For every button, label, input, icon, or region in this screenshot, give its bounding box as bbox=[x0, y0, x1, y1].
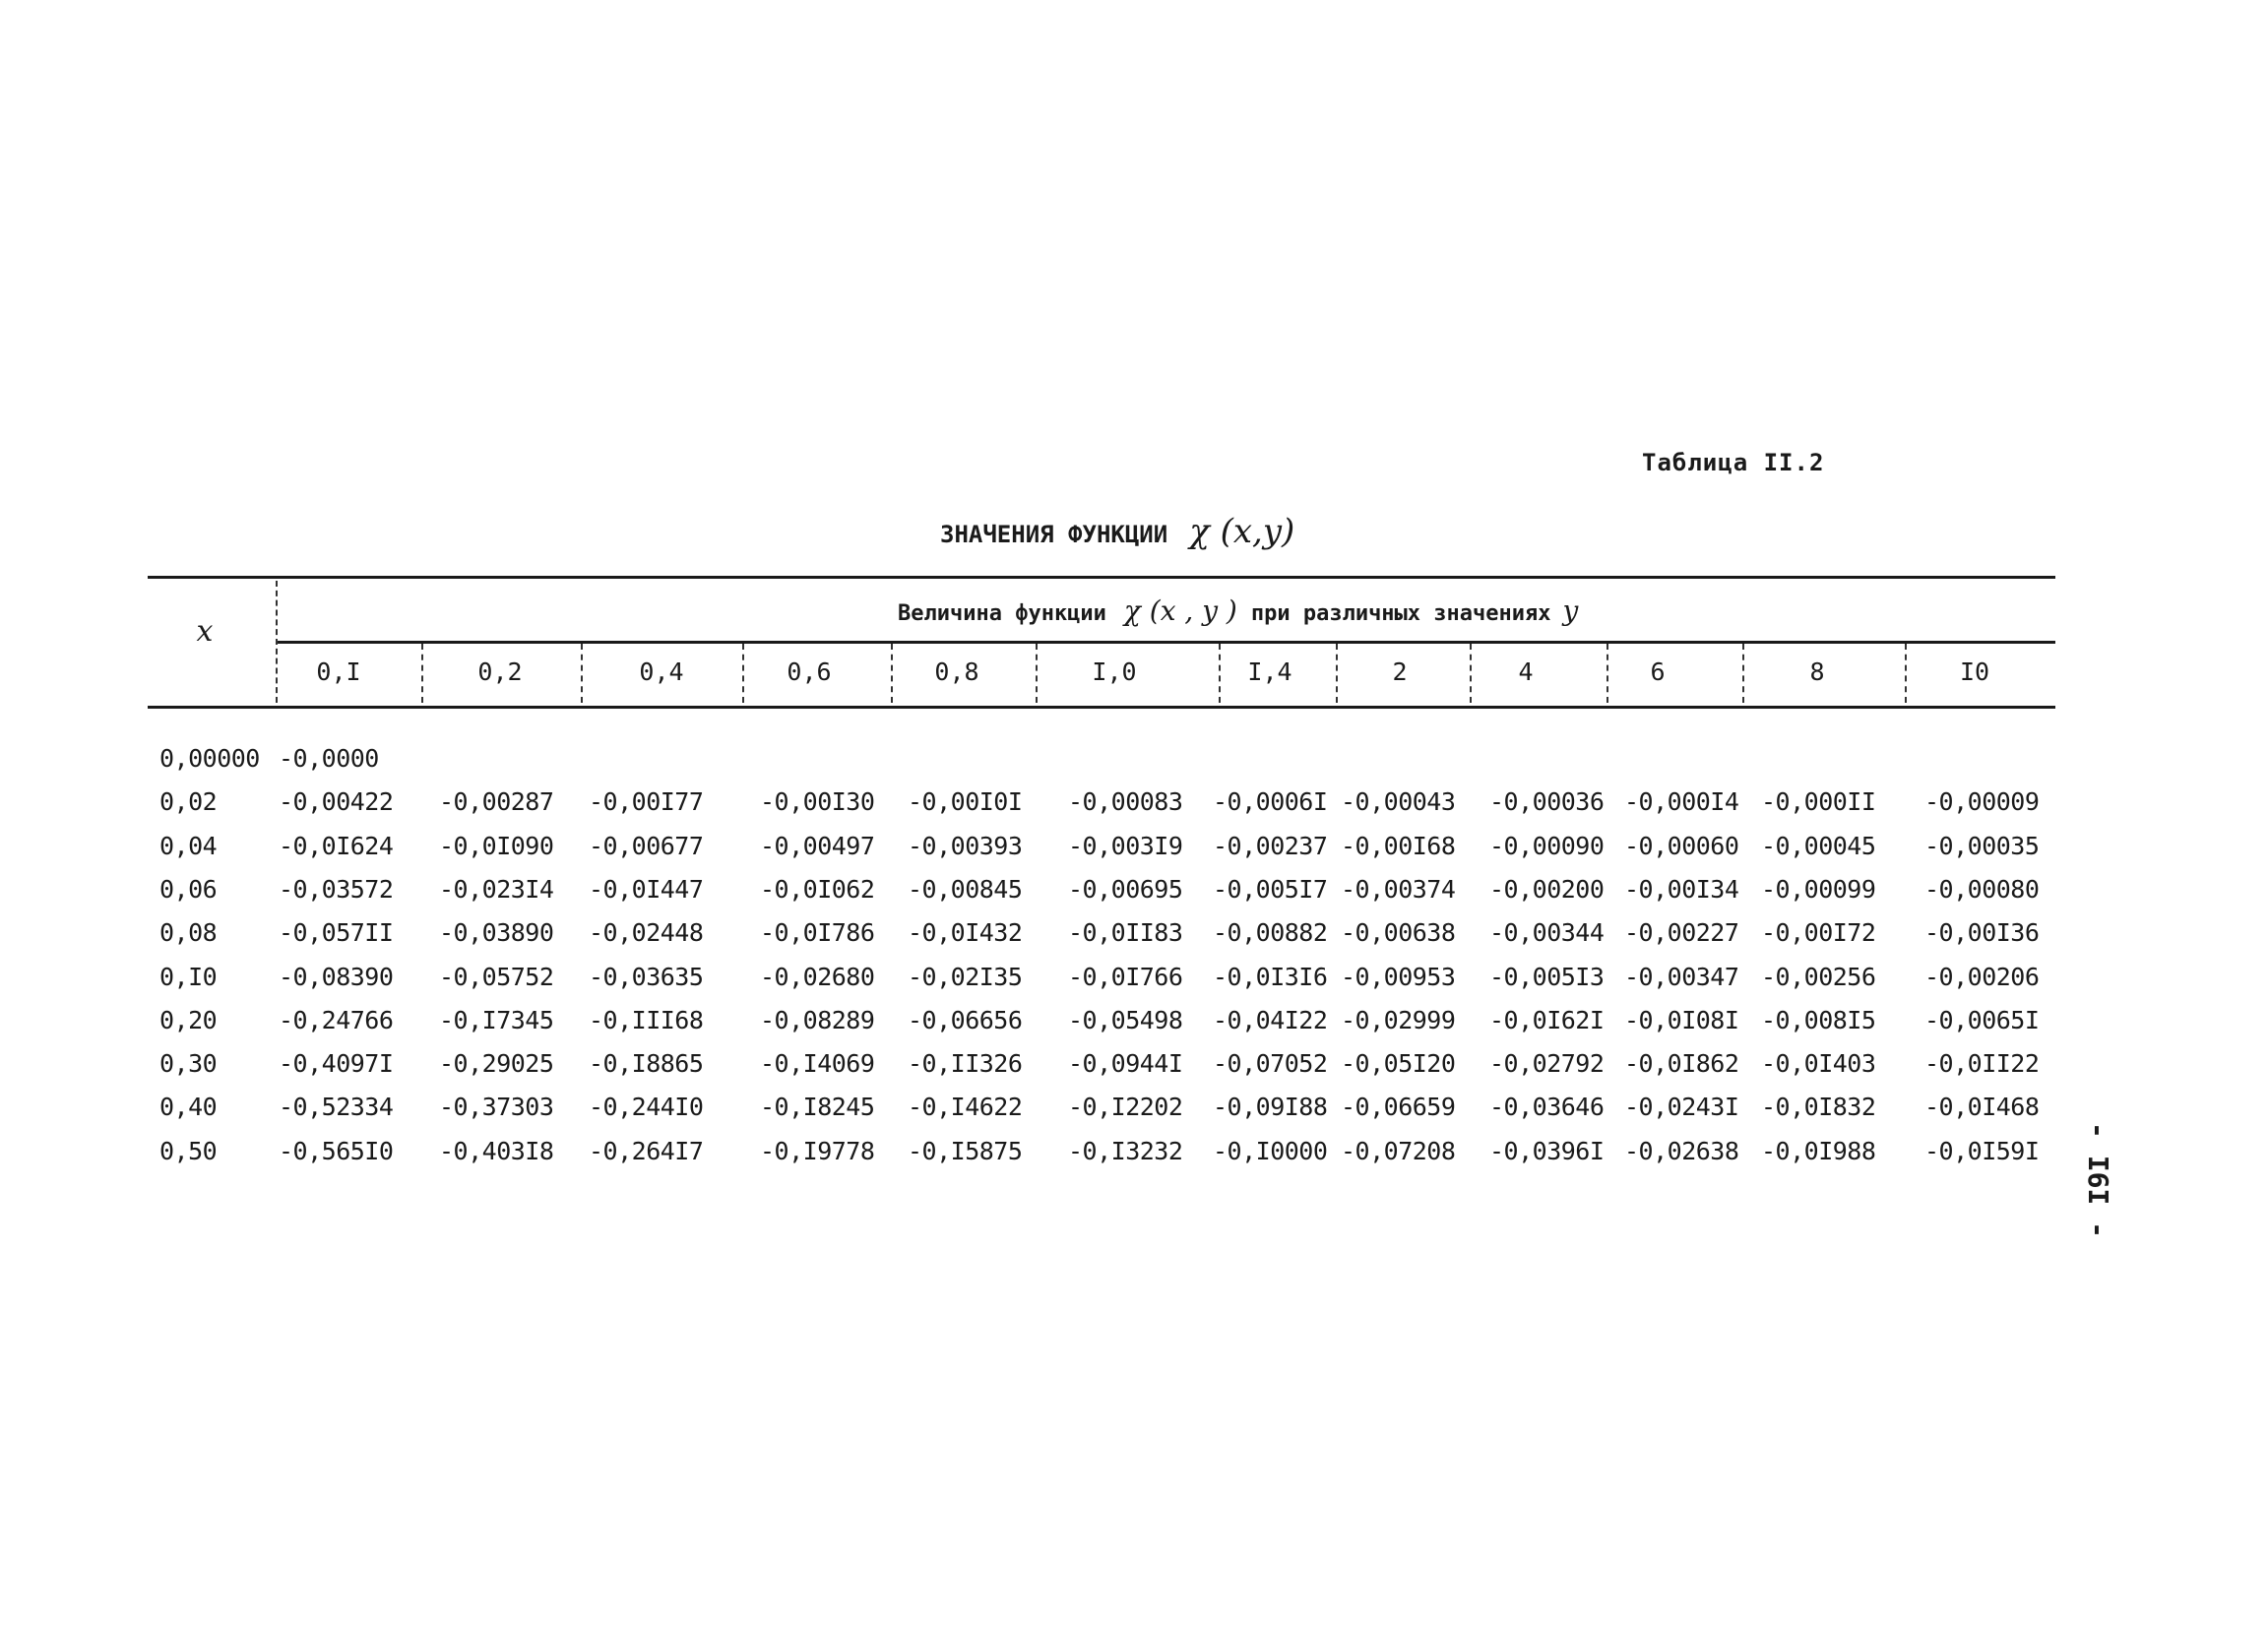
table-cell: -0,I2202 bbox=[1068, 1093, 1183, 1122]
column-header: 2 bbox=[1392, 657, 1408, 686]
table-cell: -0,00227 bbox=[1624, 918, 1739, 948]
table-cell: -0,06659 bbox=[1341, 1093, 1456, 1122]
table-cell: -0,00036 bbox=[1489, 787, 1605, 817]
table-cell: -0,00374 bbox=[1341, 874, 1456, 904]
table-cell: -0,00I72 bbox=[1761, 918, 1876, 948]
column-separator bbox=[742, 644, 744, 703]
group-header-prefix: Величина функции bbox=[898, 601, 1106, 626]
table-cell: -0,003I9 bbox=[1068, 831, 1183, 860]
table-cell: -0,000I4 bbox=[1624, 787, 1739, 817]
table-cell: -0,29025 bbox=[439, 1049, 554, 1079]
group-header-suffix: при различных значениях bbox=[1250, 601, 1551, 626]
column-header: 4 bbox=[1518, 657, 1534, 686]
column-header: 0,8 bbox=[934, 657, 979, 686]
table-cell: -0,I5875 bbox=[908, 1136, 1023, 1165]
table-cell: -0,24766 bbox=[279, 1005, 394, 1034]
table-cell: -0,02448 bbox=[589, 918, 704, 948]
row-x-value: 0,00000 bbox=[159, 744, 260, 773]
table-cell: -0,00638 bbox=[1341, 918, 1456, 948]
table-cell: -0,0I624 bbox=[279, 831, 394, 860]
table-row bbox=[0, 918, 2268, 958]
column-header: 0,2 bbox=[477, 657, 523, 686]
table-cell: -0,05I20 bbox=[1341, 1049, 1456, 1079]
table-cell: -0,008I5 bbox=[1761, 1005, 1876, 1034]
table-cell: -0,0396I bbox=[1489, 1136, 1605, 1165]
table-cell: -0,005I3 bbox=[1489, 962, 1605, 991]
column-header: I,0 bbox=[1092, 657, 1137, 686]
row-x-value: 0,40 bbox=[159, 1093, 218, 1122]
table-cell: -0,00090 bbox=[1489, 831, 1605, 860]
table-cell: -0,00080 bbox=[1924, 874, 2040, 904]
table-cell: -0,0I403 bbox=[1761, 1049, 1876, 1079]
table-cell: -0,00035 bbox=[1924, 831, 2040, 860]
table-cell: -0,0I3I6 bbox=[1213, 962, 1328, 991]
table-cell: -0,0I988 bbox=[1761, 1136, 1876, 1165]
table-cell: -0,09I88 bbox=[1213, 1093, 1328, 1122]
group-header-variable: y bbox=[1562, 594, 1579, 627]
table-row bbox=[0, 832, 2268, 871]
table-row bbox=[0, 1137, 2268, 1176]
table-cell: -0,08289 bbox=[760, 1005, 875, 1034]
table-cell: -0,II326 bbox=[908, 1049, 1023, 1079]
table-cell: -0,0I862 bbox=[1624, 1049, 1739, 1079]
table-cell: -0,08390 bbox=[279, 962, 394, 991]
table-cell: -0,00043 bbox=[1341, 787, 1456, 817]
row-x-value: 0,20 bbox=[159, 1005, 218, 1034]
row-x-value: 0,30 bbox=[159, 1049, 218, 1079]
table-cell: -0,37303 bbox=[439, 1093, 554, 1122]
table-row bbox=[0, 744, 2268, 783]
table-cell: -0,I8865 bbox=[589, 1049, 704, 1079]
table-cell: -0,057II bbox=[279, 918, 394, 948]
table-cell: -0,00I0I bbox=[908, 787, 1023, 817]
row-x-value: 0,I0 bbox=[159, 962, 218, 991]
column-separator bbox=[1905, 644, 1907, 703]
table-cell: -0,00I34 bbox=[1624, 874, 1739, 904]
table-cell: -0,0000 bbox=[279, 744, 379, 773]
table-cell: -0,0243I bbox=[1624, 1093, 1739, 1122]
table-cell: -0,07208 bbox=[1341, 1136, 1456, 1165]
row-x-value: 0,08 bbox=[159, 918, 218, 948]
table-cell: -0,00695 bbox=[1068, 874, 1183, 904]
table-cell: -0,02792 bbox=[1489, 1049, 1605, 1079]
column-separator bbox=[276, 581, 278, 703]
table-cell: -0,00256 bbox=[1761, 962, 1876, 991]
table-cell: -0,0I062 bbox=[760, 874, 875, 904]
table-cell: -0,00I77 bbox=[589, 787, 704, 817]
table-cell: -0,I0000 bbox=[1213, 1136, 1328, 1165]
table-cell: -0,03890 bbox=[439, 918, 554, 948]
column-separator bbox=[581, 644, 583, 703]
title-function: χ (x,y) bbox=[1189, 512, 1295, 551]
column-header: 0,I bbox=[316, 657, 361, 686]
group-header bbox=[898, 594, 1578, 627]
group-header-rule bbox=[276, 641, 2055, 644]
table-cell: -0,05752 bbox=[439, 962, 554, 991]
table-row bbox=[0, 963, 2268, 1002]
table-cell: -0,0I62I bbox=[1489, 1005, 1605, 1034]
table-cell: -0,00845 bbox=[908, 874, 1023, 904]
table-cell: -0,02680 bbox=[760, 962, 875, 991]
title-text: ЗНАЧЕНИЯ ФУНКЦИИ bbox=[940, 521, 1168, 548]
table-cell: -0,0II83 bbox=[1068, 918, 1183, 948]
table-top-rule bbox=[148, 576, 2055, 579]
table-cell: -0,0I090 bbox=[439, 831, 554, 860]
column-separator bbox=[1336, 644, 1338, 703]
table-cell: -0,00I30 bbox=[760, 787, 875, 817]
table-cell: -0,02I35 bbox=[908, 962, 1023, 991]
table-cell: -0,00009 bbox=[1924, 787, 2040, 817]
table-cell: -0,4097I bbox=[279, 1049, 394, 1079]
table-cell: -0,I9778 bbox=[760, 1136, 875, 1165]
table-cell: -0,0I766 bbox=[1068, 962, 1183, 991]
table-cell: -0,06656 bbox=[908, 1005, 1023, 1034]
table-row bbox=[0, 1006, 2268, 1045]
table-cell: -0,565I0 bbox=[279, 1136, 394, 1165]
table-cell: -0,0I832 bbox=[1761, 1093, 1876, 1122]
table-label: Таблица II.2 bbox=[1642, 449, 1825, 476]
column-separator bbox=[1036, 644, 1038, 703]
header-bottom-rule bbox=[148, 706, 2055, 709]
column-separator bbox=[891, 644, 893, 703]
table-row bbox=[0, 875, 2268, 914]
column-header: 8 bbox=[1809, 657, 1825, 686]
table-row bbox=[0, 787, 2268, 827]
table-cell: -0,I3232 bbox=[1068, 1136, 1183, 1165]
table-cell: -0,00099 bbox=[1761, 874, 1876, 904]
column-header: I,4 bbox=[1247, 657, 1292, 686]
table-cell: -0,00393 bbox=[908, 831, 1023, 860]
table-cell: -0,00422 bbox=[279, 787, 394, 817]
table-cell: -0,0I59I bbox=[1924, 1136, 2040, 1165]
table-cell: -0,005I7 bbox=[1213, 874, 1328, 904]
table-cell: -0,03635 bbox=[589, 962, 704, 991]
table-cell: -0,00045 bbox=[1761, 831, 1876, 860]
column-header: I0 bbox=[1959, 657, 1990, 686]
column-separator bbox=[1742, 644, 1744, 703]
table-cell: -0,00953 bbox=[1341, 962, 1456, 991]
table-cell: -0,0I447 bbox=[589, 874, 704, 904]
table-cell: -0,0I432 bbox=[908, 918, 1023, 948]
table-cell: -0,00083 bbox=[1068, 787, 1183, 817]
table-cell: -0,I4069 bbox=[760, 1049, 875, 1079]
x-column-header: x bbox=[196, 614, 214, 649]
table-cell: -0,0I468 bbox=[1924, 1093, 2040, 1122]
row-x-value: 0,06 bbox=[159, 874, 218, 904]
table-cell: -0,244I0 bbox=[589, 1093, 704, 1122]
table-cell: -0,00200 bbox=[1489, 874, 1605, 904]
table-cell: -0,I4622 bbox=[908, 1093, 1023, 1122]
table-cell: -0,I7345 bbox=[439, 1005, 554, 1034]
column-separator bbox=[421, 644, 423, 703]
table-cell: -0,00287 bbox=[439, 787, 554, 817]
column-header: 0,4 bbox=[639, 657, 684, 686]
table-cell: -0,04I22 bbox=[1213, 1005, 1328, 1034]
table-cell: -0,I8245 bbox=[760, 1093, 875, 1122]
table-cell: -0,03572 bbox=[279, 874, 394, 904]
table-cell: -0,000II bbox=[1761, 787, 1876, 817]
row-x-value: 0,04 bbox=[159, 831, 218, 860]
table-cell: -0,0I08I bbox=[1624, 1005, 1739, 1034]
table-cell: -0,02638 bbox=[1624, 1136, 1739, 1165]
page-number: - I6I - bbox=[2082, 1122, 2114, 1239]
table-cell: -0,0065I bbox=[1924, 1005, 2040, 1034]
table-cell: -0,00677 bbox=[589, 831, 704, 860]
table-cell: -0,03646 bbox=[1489, 1093, 1605, 1122]
table-cell: -0,02999 bbox=[1341, 1005, 1456, 1034]
group-header-function: χ (x , y ) bbox=[1123, 594, 1237, 627]
row-x-value: 0,02 bbox=[159, 787, 218, 817]
table-cell: -0,00060 bbox=[1624, 831, 1739, 860]
table-cell: -0,00206 bbox=[1924, 962, 2040, 991]
table-row bbox=[0, 1049, 2268, 1089]
table-cell: -0,00347 bbox=[1624, 962, 1739, 991]
column-header: 6 bbox=[1650, 657, 1666, 686]
table-cell: -0,05498 bbox=[1068, 1005, 1183, 1034]
table-cell: -0,00I68 bbox=[1341, 831, 1456, 860]
table-cell: -0,00497 bbox=[760, 831, 875, 860]
table-cell: -0,403I8 bbox=[439, 1136, 554, 1165]
table-cell: -0,07052 bbox=[1213, 1049, 1328, 1079]
table-cell: -0,0I786 bbox=[760, 918, 875, 948]
table-cell: -0,0II22 bbox=[1924, 1049, 2040, 1079]
table-cell: -0,III68 bbox=[589, 1005, 704, 1034]
row-x-value: 0,50 bbox=[159, 1136, 218, 1165]
table-cell: -0,00882 bbox=[1213, 918, 1328, 948]
table-cell: -0,023I4 bbox=[439, 874, 554, 904]
table-cell: -0,52334 bbox=[279, 1093, 394, 1122]
table-cell: -0,0944I bbox=[1068, 1049, 1183, 1079]
table-cell: -0,00344 bbox=[1489, 918, 1605, 948]
table-cell: -0,264I7 bbox=[589, 1136, 704, 1165]
table-title bbox=[940, 512, 1294, 551]
column-header: 0,6 bbox=[787, 657, 832, 686]
table-cell: -0,00I36 bbox=[1924, 918, 2040, 948]
table-row bbox=[0, 1093, 2268, 1132]
table-cell: -0,00237 bbox=[1213, 831, 1328, 860]
table-cell: -0,0006I bbox=[1213, 787, 1328, 817]
